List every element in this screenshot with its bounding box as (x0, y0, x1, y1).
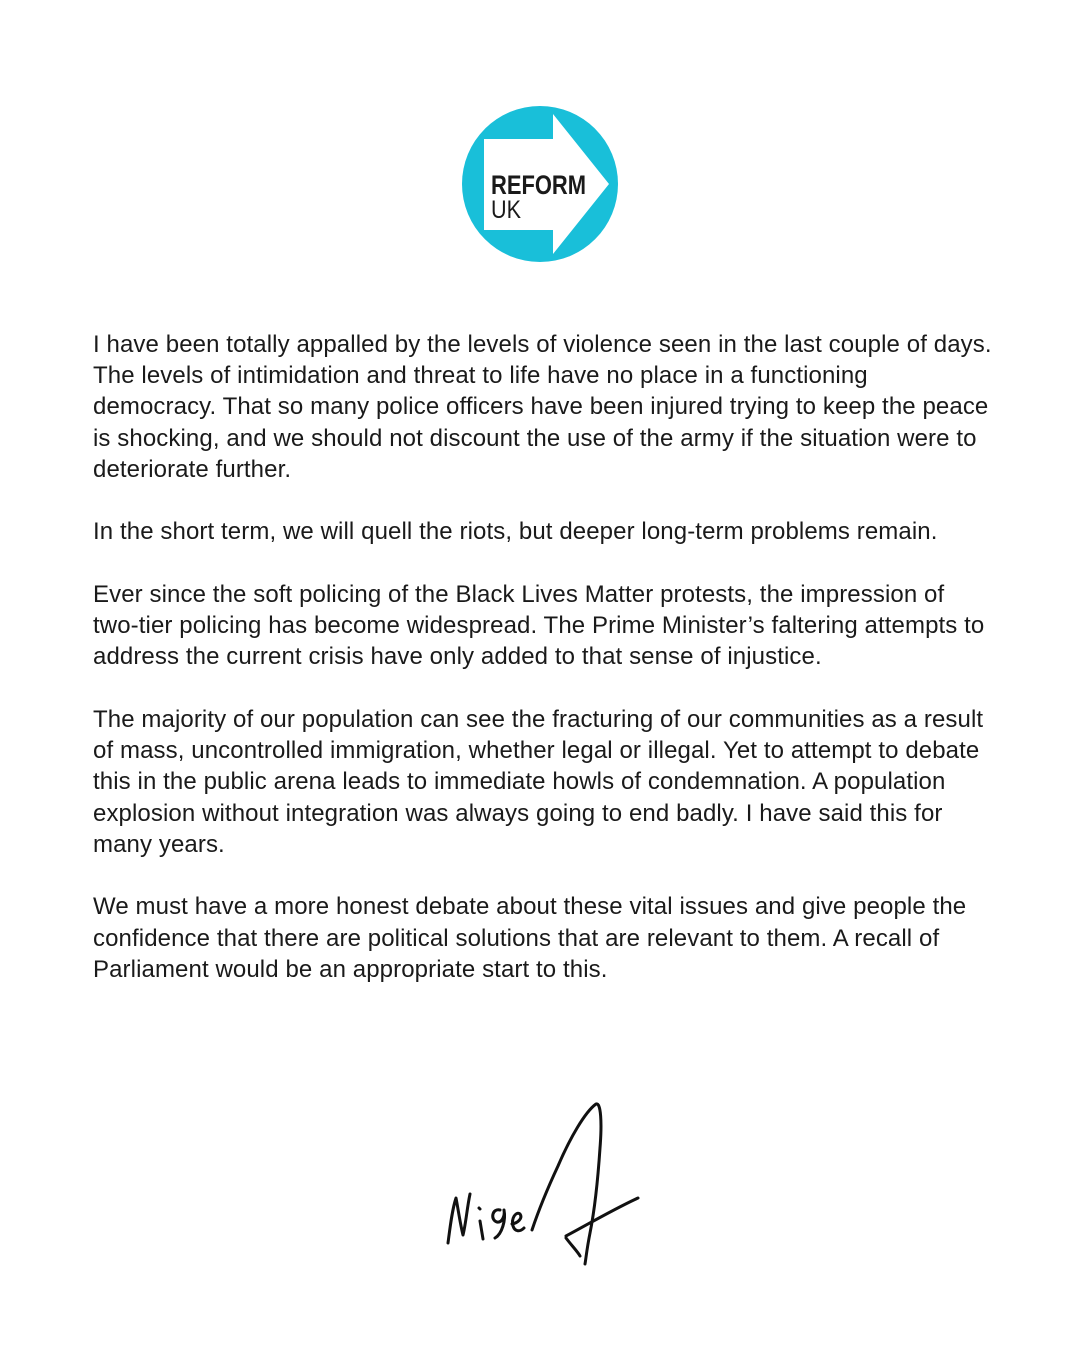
logo-line1: REFORM (491, 170, 586, 200)
statement-body (93, 329, 993, 1016)
handwritten-signature-icon (440, 1098, 645, 1268)
paragraph: I have been totally appalled by the levels of violence seen in the last couple of days. The levels of intimidation and threat to life have no place in a functioning democracy. That so many police officers have been injured trying to keep the peace is shocking, and we should not discount the use of the army if the situation were to deteriorate further. (93, 331, 992, 483)
reform-uk-logo (462, 106, 618, 262)
paragraph: The majority of our population can see the fracturing of our communities as a result of mass, uncontrolled immigration, whether legal or illegal. Yet to attempt to debate this in the public arena leads to immediate howls of condemnation. A population explosion without integration was always going to end badly. I have said this for many years. (93, 706, 984, 858)
reform-uk-logo-icon (462, 106, 618, 262)
paragraph: In the short term, we will quell the riots, but deeper long-term problems remain. (93, 518, 938, 546)
paragraph: Ever since the soft policing of the Black Lives Matter protests, the impression of two-tier policing has become widespread. The Prime Minister’s faltering attempts to address the current crisis have only added to that sense of injustice. (93, 581, 985, 671)
logo-line2: UK (491, 196, 522, 224)
signature (440, 1098, 645, 1268)
paragraph: We must have a more honest debate about these vital issues and give people the confidence that there are political solutions that are relevant to them. A recall of Parliament would be an appropriate start to this. (93, 893, 967, 983)
